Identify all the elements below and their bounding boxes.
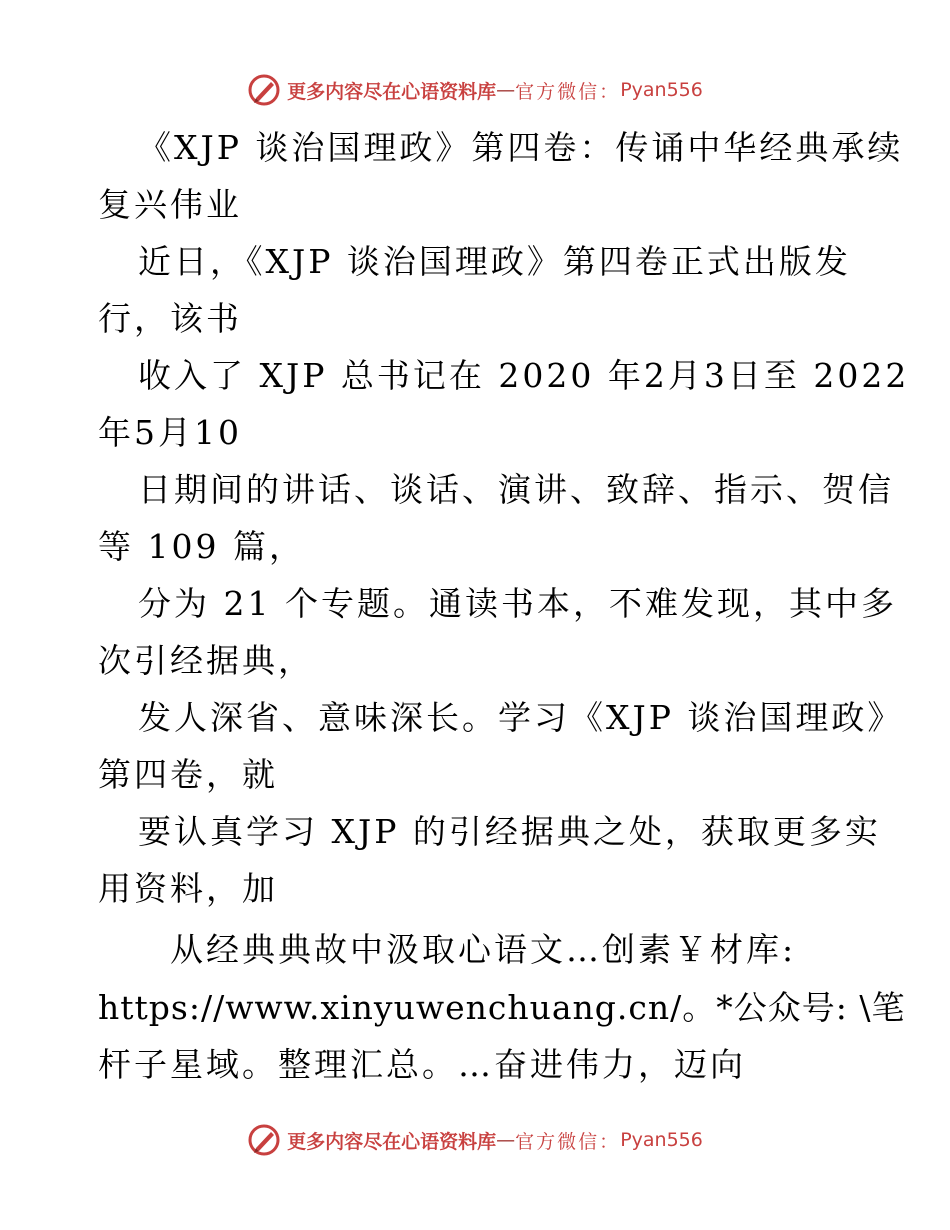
doc-line-5: 收入了 XJP 总书记在 2020 年2月3日至 2022 [138,356,910,395]
doc-line-13: 要认真学习 XJP 的引经据典之处，获取更多实 [138,812,881,851]
doc-line-4: 行，该书 [98,299,242,338]
doc-line-17: 杆子星域。整理汇总。…奋进伟力，迈向 [98,1045,746,1084]
doc-line-16: https://www.xinyuwenchuang.cn/。*公众号: \笔 [98,988,906,1027]
banner-wechat-label: 官方微信： [515,1130,621,1153]
doc-line-2: 复兴伟业 [98,185,242,224]
doc-line-9: 分为 21 个专题。通读书本，不难发现，其中多 [138,584,897,623]
brush-pen-logo-icon [247,73,281,107]
doc-line-7: 日期间的讲话、谈话、演讲、致辞、指示、贺信 [138,470,894,509]
doc-line-3: 近日，《XJP 谈治国理政》第四卷正式出版发 [138,242,851,281]
banner-wechat-id: Pyan556 [620,79,703,101]
doc-line-6: 年5月10 [98,413,242,452]
header-watermark-banner [0,70,950,110]
doc-line-12: 第四卷，就 [98,755,278,794]
doc-line-8: 等 109 篇， [98,527,305,566]
banner-wechat-label: 官方微信： [515,80,621,103]
doc-line-11: 发人深省、意味深长。学习《XJP 谈治国理政》 [138,698,904,737]
doc-line-1: 《XJP 谈治国理政》第四卷：传诵中华经典承续 [138,128,904,167]
doc-line-14: 用资料，加 [98,869,278,908]
footer-watermark-banner [0,1120,950,1160]
brush-pen-logo-icon [247,1123,281,1157]
doc-line-10: 次引经据典， [98,641,314,680]
banner-separator: — [496,1129,516,1151]
banner-main-text: 更多内容尽在心语资料库 [287,1130,497,1153]
doc-line-15: 从经典典故中汲取心语文…创素￥材库: [170,930,797,969]
banner-separator: — [496,79,516,101]
banner-main-text: 更多内容尽在心语资料库 [287,80,497,103]
banner-wechat-id: Pyan556 [620,1129,703,1151]
